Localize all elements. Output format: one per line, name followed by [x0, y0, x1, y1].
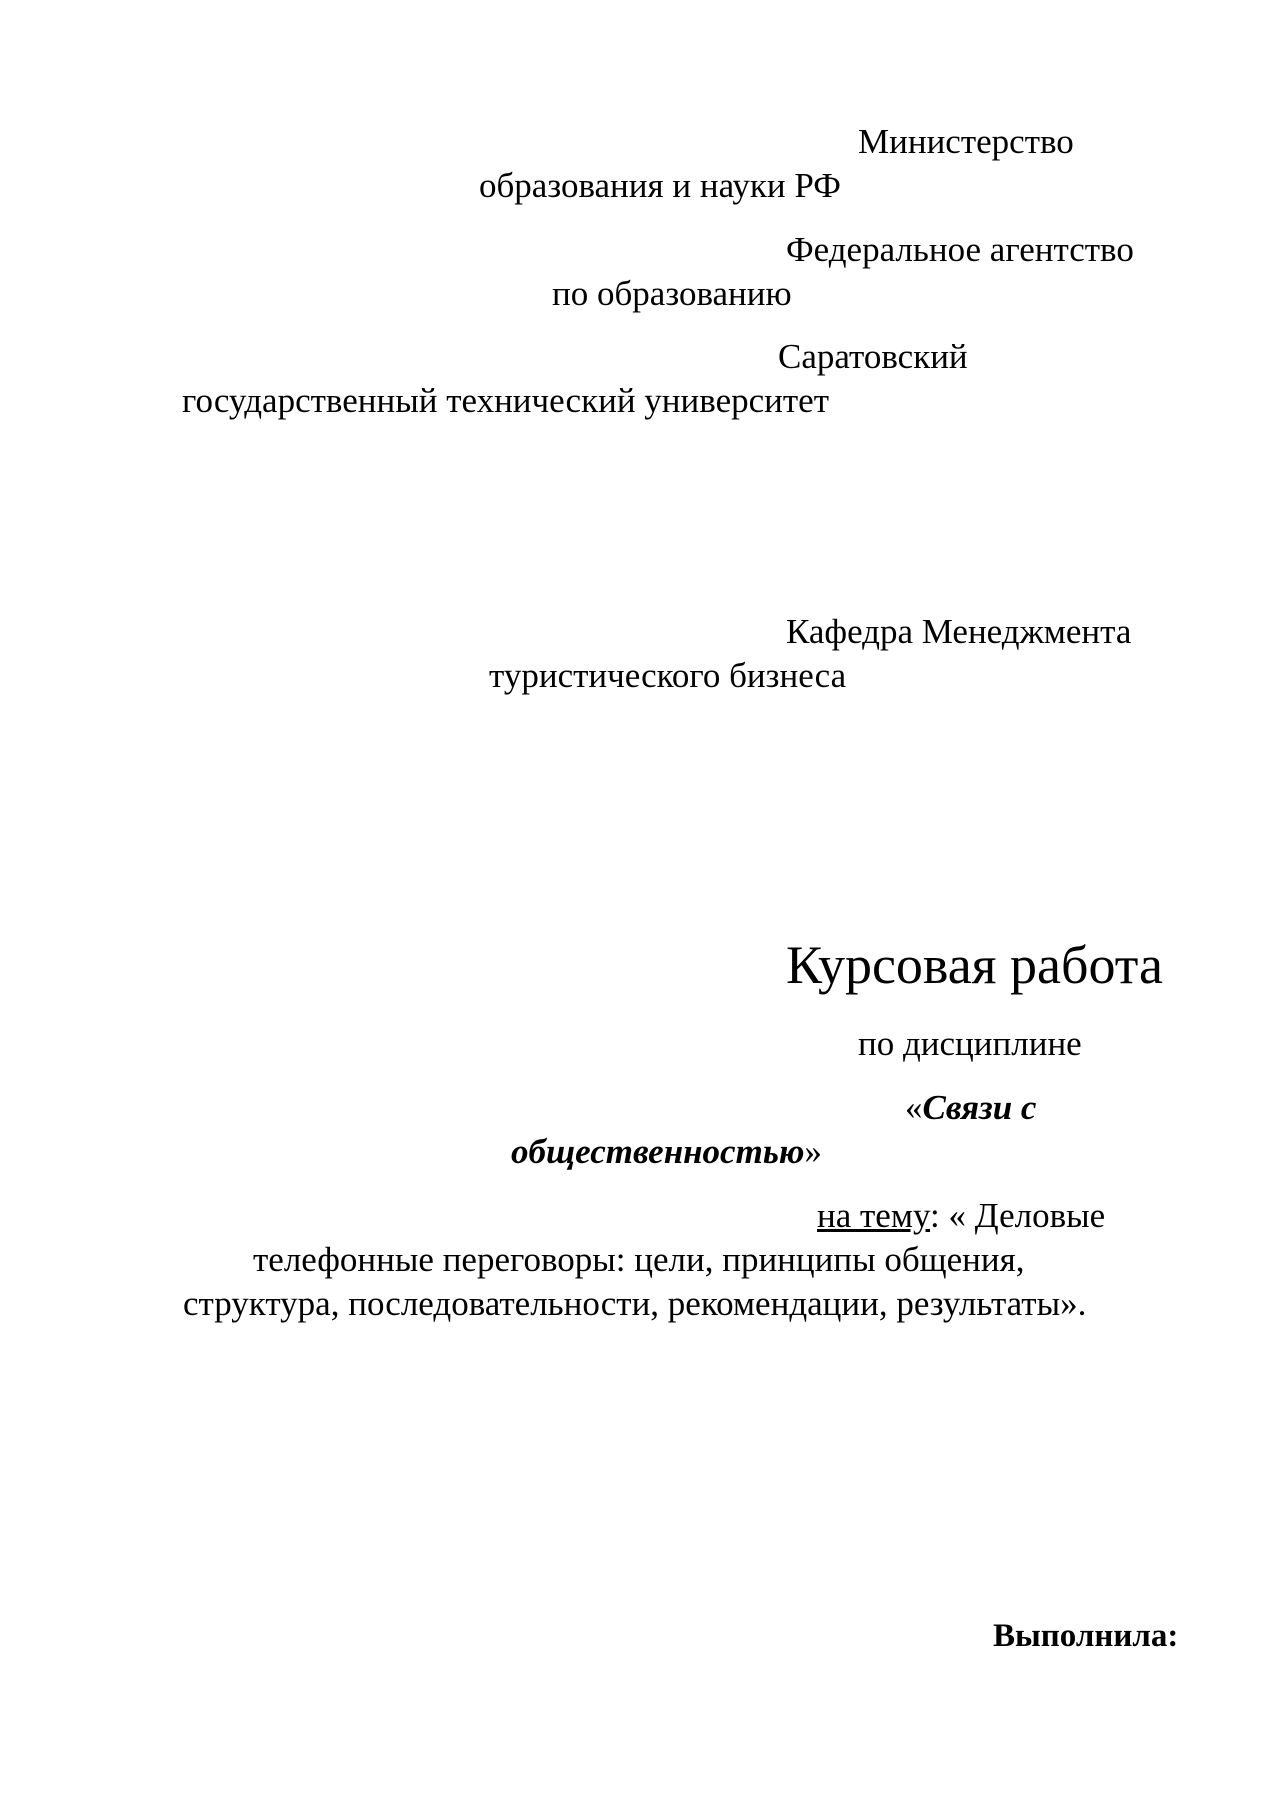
- university-name-line1: Саратовский: [778, 337, 968, 376]
- open-quote: «: [905, 1088, 923, 1127]
- discipline-name-line2: [511, 1130, 822, 1174]
- discipline-name-part1: Связи с: [922, 1088, 1037, 1127]
- department-name-line2: туристического бизнеса: [489, 656, 847, 695]
- university-name-line2: государственный технический университет: [182, 381, 830, 420]
- department-name-line1: Кафедра Менеджмента: [786, 612, 1132, 651]
- topic-line3: структура, последовательности, рекомендации, результаты».: [183, 1284, 1087, 1323]
- discipline-label: по дисциплине: [858, 1024, 1082, 1063]
- ministry-name-line2: образования и науки РФ: [479, 166, 841, 205]
- agency-name-line2: по образованию: [552, 274, 792, 313]
- document-title: Курсовая работа: [786, 935, 1163, 995]
- topic-label: на тему: [817, 1196, 931, 1235]
- close-quote: »: [804, 1132, 822, 1171]
- discipline-name-line1: [905, 1086, 1036, 1130]
- ministry-name-line1: Министерство: [858, 122, 1074, 161]
- topic-line2: телефонные переговоры: цели, принципы общения,: [253, 1240, 1025, 1279]
- completed-by-label: Выполнила:: [993, 1618, 1179, 1654]
- topic-label-suffix: : « Деловые: [930, 1196, 1106, 1235]
- discipline-name-part2: общественностью: [511, 1132, 805, 1171]
- agency-name-line1: Федеральное агентство: [786, 230, 1134, 269]
- topic-line1: [817, 1194, 1105, 1238]
